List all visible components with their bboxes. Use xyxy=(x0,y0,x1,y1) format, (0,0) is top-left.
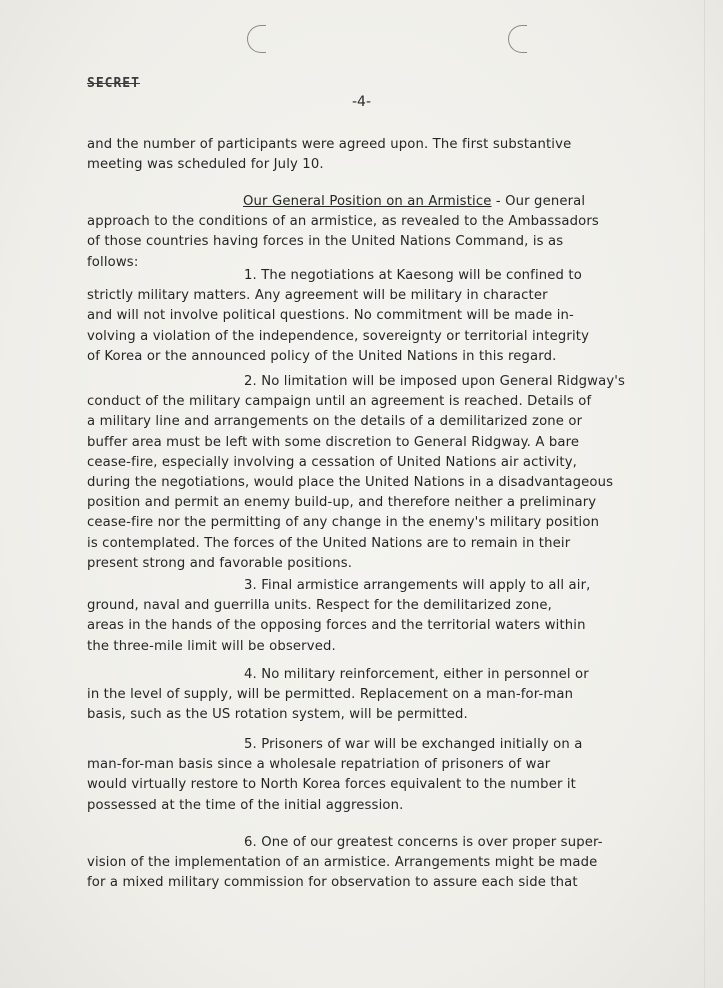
text-line: and will not involve political questions. No commitment will be made in- xyxy=(87,308,574,324)
text-line: vision of the implementation of an armistice. Arrangements might be made xyxy=(87,855,598,871)
paragraph xyxy=(87,192,599,273)
text-line: possessed at the time of the initial aggression. xyxy=(87,797,404,813)
text-line: strictly military matters. Any agreement will be military in character xyxy=(87,288,548,304)
text-line: conduct of the military campaign until an agreement is reached. Details of xyxy=(87,394,592,410)
numbered-paragraph-5 xyxy=(87,735,582,816)
text-line: of those countries having forces in the United Nations Command, is as xyxy=(87,234,564,250)
text-line: meeting was scheduled for July 10. xyxy=(87,157,324,173)
text-line: the three-mile limit will be observed. xyxy=(87,638,336,654)
text-line: ground, naval and guerrilla units. Respect for the demilitarized zone, xyxy=(87,598,552,614)
text-line: basis, such as the US rotation system, will be permitted. xyxy=(87,707,468,723)
numbered-paragraph-1 xyxy=(87,266,589,367)
text-line: man-for-man basis since a wholesale repatriation of prisoners of war xyxy=(87,757,551,773)
numbered-paragraph-4 xyxy=(87,665,589,726)
text-line xyxy=(87,192,599,212)
heading-continuation: - Our general xyxy=(491,194,586,209)
text-line: 2. No limitation will be imposed upon General Ridgway's xyxy=(244,374,626,389)
page-edge-shadow xyxy=(704,0,705,988)
text-line: during the negotiations, would place the United Nations in a disadvantageous xyxy=(87,475,614,491)
text-line: in the level of supply, will be permitted. Replacement on a man-for-man xyxy=(87,687,574,703)
text-line: 4. No military reinforcement, either in personnel or xyxy=(244,667,589,682)
classification-stamp: SECRET xyxy=(87,76,140,91)
text-line: of Korea or the announced policy of the United Nations in this regard. xyxy=(87,348,557,364)
page-number: -4- xyxy=(351,94,371,110)
numbered-paragraph-2 xyxy=(87,372,625,574)
text-line: and the number of participants were agreed upon. The first substantive xyxy=(87,137,572,152)
punch-hole-right xyxy=(508,25,527,53)
text-line: areas in the hands of the opposing forces and the territorial waters within xyxy=(87,618,586,634)
text-line: present strong and favorable positions. xyxy=(87,555,353,571)
text-line: a military line and arrangements on the details of a demilitarized zone or xyxy=(87,414,583,430)
text-line: 6. One of our greatest concerns is over proper super- xyxy=(244,835,603,850)
text-line: 5. Prisoners of war will be exchanged initially on a xyxy=(244,737,583,752)
text-line: for a mixed military commission for observation to assure each side that xyxy=(87,875,578,891)
text-line: volving a violation of the independence, sovereignty or territorial integrity xyxy=(87,328,590,344)
text-line: approach to the conditions of an armistice, as revealed to the Ambassadors xyxy=(87,214,599,230)
text-line: buffer area must be left with some discretion to General Ridgway. A bare xyxy=(87,434,580,450)
numbered-paragraph-6 xyxy=(87,833,603,894)
text-line: cease-fire nor the permitting of any change in the enemy's military position xyxy=(87,515,600,531)
text-line: 3. Final armistice arrangements will apply to all air, xyxy=(244,578,591,593)
text-line: would virtually restore to North Korea forces equivalent to the number it xyxy=(87,777,577,793)
numbered-paragraph-3 xyxy=(87,576,591,657)
punch-hole-left xyxy=(247,25,266,53)
text-line: 1. The negotiations at Kaesong will be confined to xyxy=(244,268,582,283)
section-heading: Our General Position on an Armistice xyxy=(243,194,492,209)
text-line: follows: xyxy=(87,254,139,270)
text-line: is contemplated. The forces of the United Nations are to remain in their xyxy=(87,535,571,551)
paragraph xyxy=(87,135,571,175)
text-line: cease-fire, especially involving a cessation of United Nations air activity, xyxy=(87,454,578,470)
text-line: position and permit an enemy build-up, and therefore neither a preliminary xyxy=(87,495,597,511)
